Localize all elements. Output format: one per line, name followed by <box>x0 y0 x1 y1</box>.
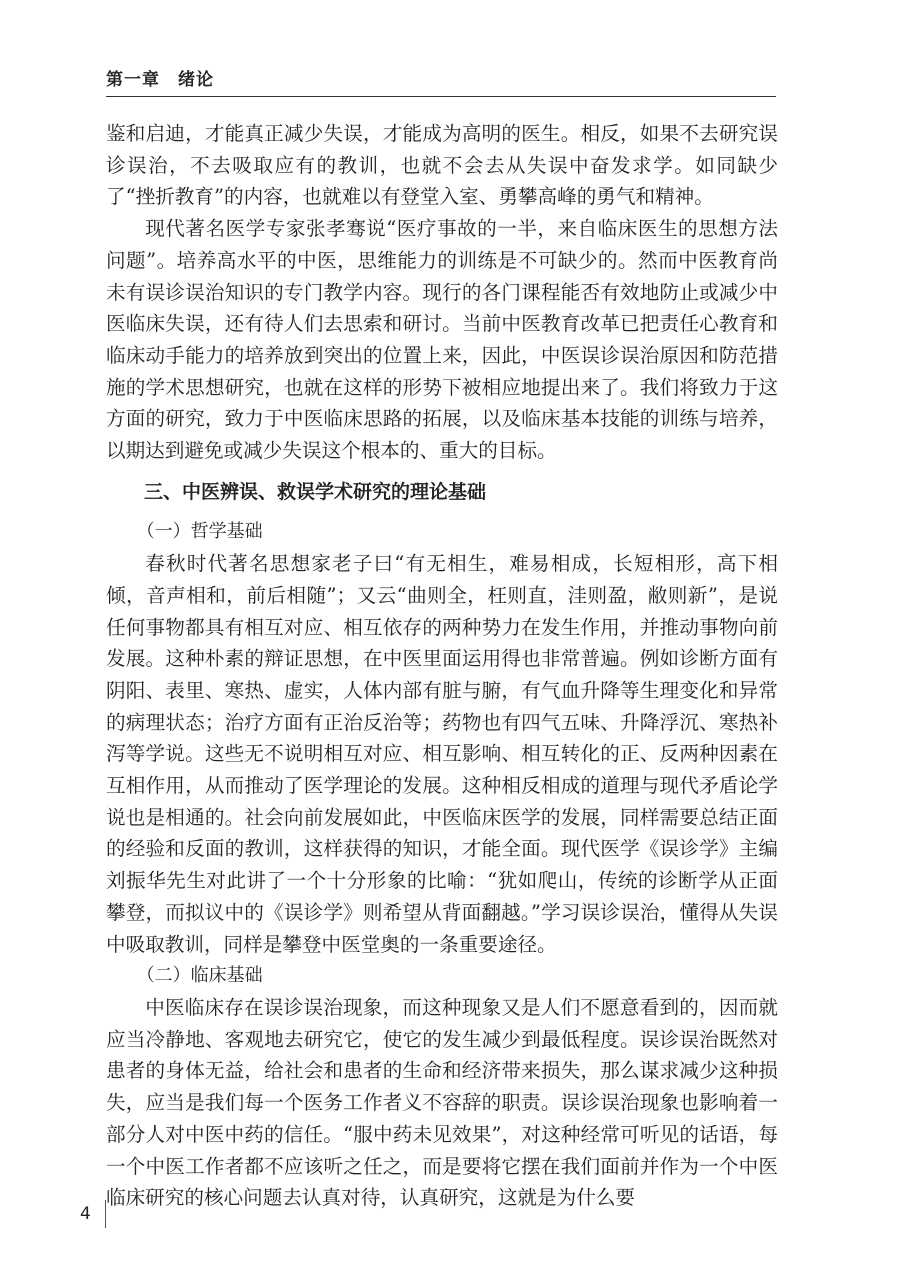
page-footer <box>80 1200 140 1228</box>
page-number: 4 <box>80 1204 91 1224</box>
chapter-title: 第一章 绪论 <box>106 70 214 90</box>
paragraph: 春秋时代著名思想家老子曰“有无相生，难易相成，长短相形，高下相倾，音声相和，前后相随”；又云“曲则全，枉则直，洼则盈，敝则新”，是说任何事物都具有相互对应、相互依存的两种势力在发生作用，并推动事物向前发展。这种朴素的辩证思想，在中医里面运用得也非常普遍。例如诊断方面有阴阳、表里、寒热、虚实，人体内部有脏与腑，有气血升降等生理变化和异常的病理状态；治疗方面有正治反治等；药物也有四气五味、升降浮沉、寒热补泻等学说。这些无不说明相互对应、相互影响、相互转化的正、反两种因素在互相作用，从而推动了医学理论的发展。这种相反相成的道理与现代矛盾论学说也是相通的。社会向前发展如此，中医临床医学的发展，同样需要总结正面的经验和反面的教训，这样获得的知识，才能全面。现代医学《误诊学》主编刘振华先生对此讲了一个十分形象的比喻：“犹如爬山，传统的诊断学从正面攀登，而拟议中的《误诊学》则希望从背面翻越。”学习误诊误治，懂得从失误中吸取教训，同样是攀登中医堂奥的一条重要途径。 <box>106 552 778 956</box>
subsection-heading: （二）临床基础 <box>136 965 263 987</box>
footer-divider <box>105 1200 106 1228</box>
paragraph: 现代著名医学专家张孝骞说“医疗事故的一半，来自临床医生的思想方法问题”。培养高水平的中医，思维能力的训练是不可缺少的。然而中医教育尚未有误诊误治知识的专门教学内容。现行的各门课程能否有效地防止或减少中医临床失误，还有待人们去思索和研讨。当前中医教育改革已把责任心教育和临床动手能力的培养放到突出的位置上来，因此，中医误诊误治原因和防范措施的学术思想研究，也就在这样的形势下被相应地提出来了。我们将致力于这方面的研究，致力于中医临床思路的拓展，以及临床基本技能的训练与培养，以期达到避免或减少失误这个根本的、重大的目标。 <box>106 217 778 463</box>
paragraph: 鉴和启迪，才能真正减少失误，才能成为高明的医生。相反，如果不去研究误诊误治，不去吸取应有的教训，也就不会去从失误中奋发求学。如同缺少了“挫折教育”的内容，也就难以有登堂入室、勇攀高峰的勇气和精神。 <box>106 122 778 209</box>
section-heading: 三、中医辨误、救误学术研究的理论基础 <box>144 480 487 503</box>
page-body <box>106 118 778 1214</box>
running-header <box>106 62 776 97</box>
paragraph: 中医临床存在误诊误治现象，而这种现象又是人们不愿意看到的，因而就应当冷静地、客观地去研究它，使它的发生减少到最低程度。误诊误治既然对患者的身体无益，给社会和患者的生命和经济带来损失，那么谋求减少这种损失，应当是我们每一个医务工作者义不容辞的职责。误诊误治现象也影响着一部分人对中医中药的信任。“服中药未见效果”，对这种经常可听见的话语，每一个中医工作者都不应该听之任之，而是要将它摆在我们面前并作为一个中医临床研究的核心问题去认真对待，认真研究，这就是为什么要 <box>106 995 778 1210</box>
subsection-heading: （一）哲学基础 <box>136 521 263 543</box>
